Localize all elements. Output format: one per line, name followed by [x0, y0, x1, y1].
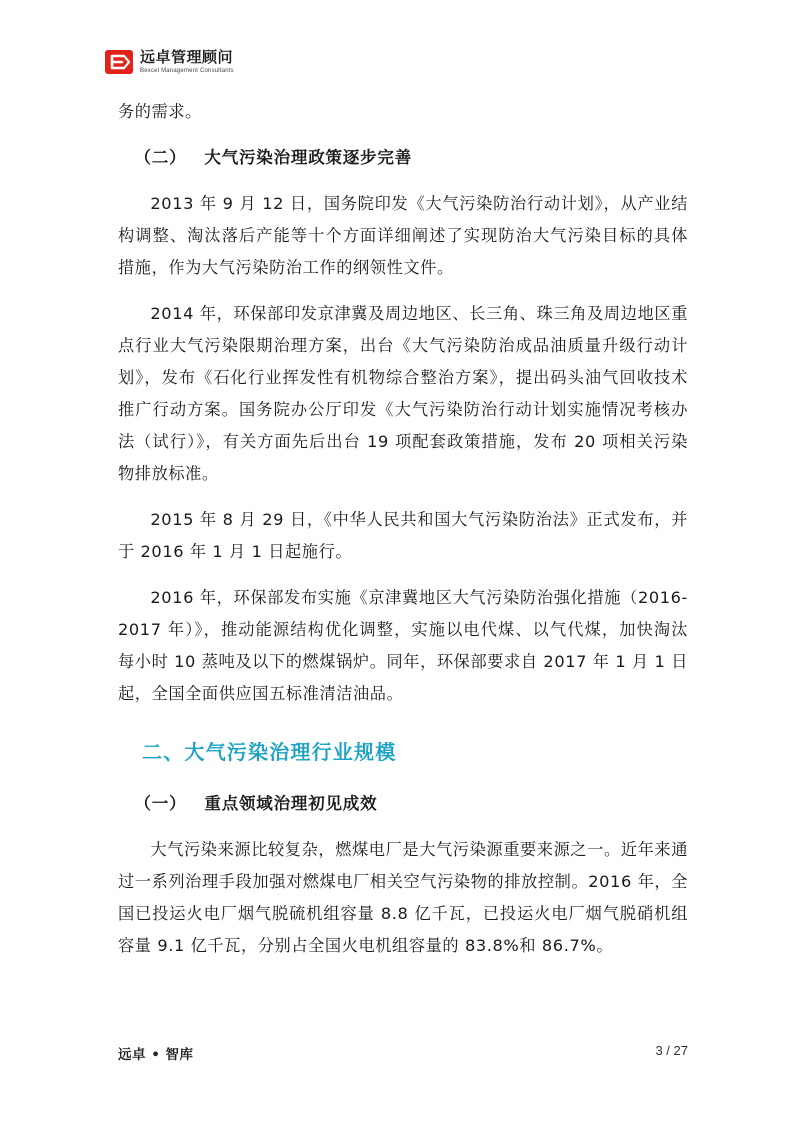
paragraph-2016: 2016 年，环保部发布实施《京津冀地区大气污染防治强化措施（2016-2017 年）》，推动能源结构优化调整，实施以电代煤、以气代煤，加快淘汰每小时 10 蒸吨及以下的燃煤锅炉。同年，环保部要求自 2017 年 1 月 1 日起，全国全面供应国五标准清洁油品。	[118, 588, 688, 703]
footer-brand: 远卓 • 智库	[118, 1047, 194, 1063]
logo-emblem	[104, 47, 134, 77]
section-title: 二、大气污染治理行业规模	[142, 740, 397, 764]
logo-chinese-name: 远卓管理顾问	[140, 47, 234, 66]
page-header	[104, 44, 234, 80]
paragraph-2013: 2013 年 9 月 12 日，国务院印发《大气污染防治行动计划》，从产业结构调整、淘汰落后产能等十个方面详细阐述了实现防治大气污染目标的具体措施，作为大气污染防治工作的纲领性文件。	[118, 194, 688, 277]
subheading-number: （一）	[134, 794, 187, 813]
paragraph-2015: 2015 年 8 月 29 日，《中华人民共和国大气污染防治法》正式发布，并于 2016 年 1 月 1 日起施行。	[118, 510, 688, 561]
paragraph-coal-power: 大气污染来源比较复杂，燃煤电厂是大气污染源重要来源之一。近年来通过一系列治理手段加强对燃煤电厂相关空气污染物的排放控制。2016 年，全国已投运火电厂烟气脱硫机组容量 8.8 亿千瓦，已投运火电厂烟气脱硝机组容量 9.1 亿千瓦，分别占全国火电机组容量的 83.8%和 86.7%。	[118, 840, 688, 955]
page-number: 3 / 27	[655, 1043, 688, 1058]
document-body	[118, 96, 688, 976]
logo-english-name: Bexcel Management Consultants	[140, 67, 234, 74]
paragraph-2014: 2014 年，环保部印发京津冀及周边地区、长三角、珠三角及周边地区重点行业大气污染限期治理方案，出台《大气污染防治成品油质量升级行动计划》，发布《石化行业挥发性有机物综合整治方案》，提出码头油气回收技术推广行动方案。国务院办公厅印发《大气污染防治行动计划实施情况考核办法（试行）》，有关方面先后出台 19 项配套政策措施，发布 20 项相关污染物排放标准。	[118, 304, 688, 483]
logo-text	[140, 47, 234, 74]
subheading-title: 重点领域治理初见成效	[204, 794, 378, 813]
subheading-policy	[118, 142, 688, 174]
company-logo-icon	[104, 47, 134, 77]
subheading-title: 大气污染治理政策逐步完善	[204, 148, 413, 167]
subheading-number: （二）	[134, 148, 187, 167]
subheading-key-areas	[118, 788, 688, 820]
paragraph-continued: 务的需求。	[118, 102, 202, 121]
page-footer	[118, 1043, 688, 1063]
